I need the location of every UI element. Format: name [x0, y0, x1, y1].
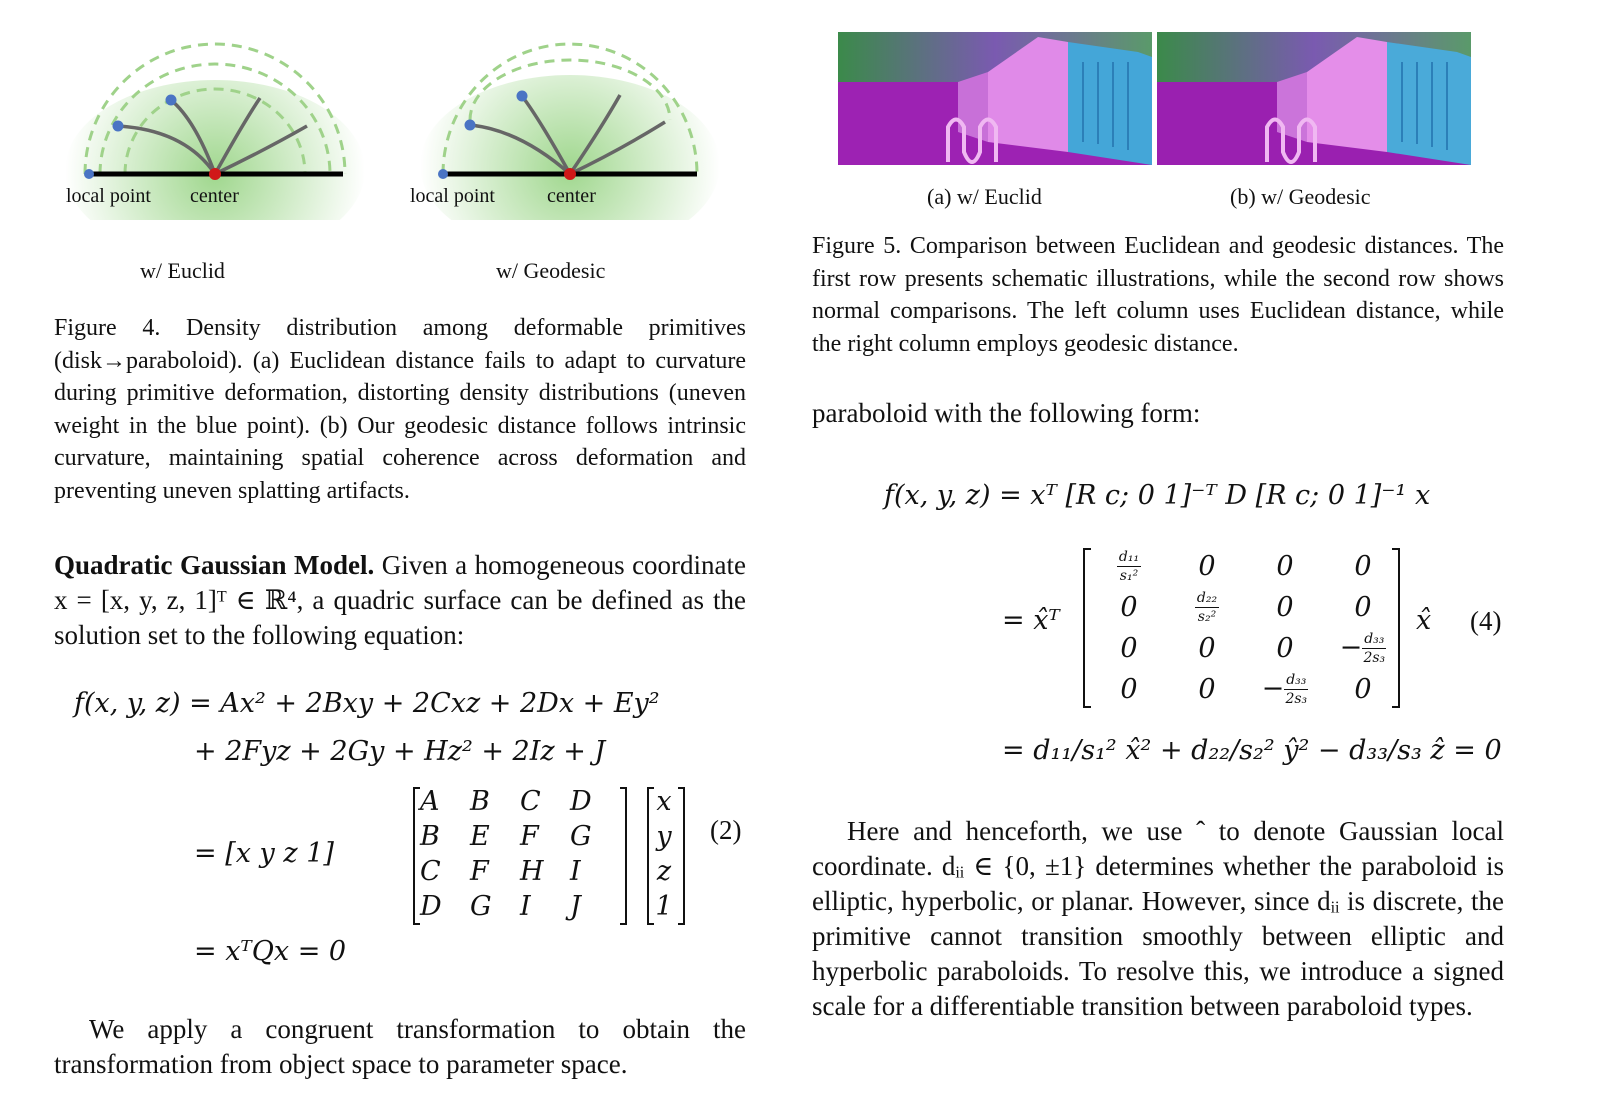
eq2-line1: f(x, y, z) = Ax² + 2Bxy + 2Cxz + 2Dx + Ey² [74, 688, 660, 719]
eq4-line3: = d₁₁/s₁² x̂² + d₂₂/s₂² ŷ² − d₃₃/s₃ ẑ = 0 [1002, 735, 1502, 766]
matrix-d-cell: 0 [1120, 592, 1138, 623]
matrix-d-cell: − $\frac{\text{d₃₃}}{\text{2s₃}}$ [1339, 631, 1386, 666]
fig5-label-a: (a) w/ Euclid [927, 184, 1042, 209]
matrix-q-cell: C [520, 786, 541, 817]
fig4-euclid-center-label: center [190, 185, 239, 207]
matrix-q [420, 784, 620, 924]
fig4-geodesic-center-label: center [547, 185, 596, 207]
right-lead: paraboloid with the following form: [812, 398, 1201, 428]
matrix-q-cell: I [520, 891, 531, 922]
matrix-q-cell: I [570, 856, 581, 887]
matrix-d-cell: 0 [1198, 551, 1216, 582]
matrix-q-cell: D [570, 786, 592, 817]
matrix-q-cell: F [520, 821, 539, 852]
fig5-caption: Figure 5. Comparison between Euclidean and geodesic distances. The first row presents schematic illustrations, while the second row shows normal comparisons. The left column uses Euclidean distance, while the right column employs geodesic distance. [812, 233, 1504, 357]
matrix-q-cell: A [420, 786, 440, 817]
vector-x-cell: x [656, 786, 672, 817]
matrix-d-cell: 0 [1276, 633, 1294, 664]
model-heading: Quadratic Gaussian Model. [54, 550, 375, 580]
eq4-line2-lhs: = x̂ᵀ [1002, 605, 1060, 636]
fig4-geodesic-local-label: local point [410, 185, 495, 207]
matrix-q-cell: B [470, 786, 490, 817]
blue-point-marker [465, 120, 476, 131]
matrix-q-cell: F [470, 856, 489, 887]
fig4-caption: Figure 4. Density distribution among deformable primitives (disk→paraboloid). (a) Euclidean distance fails to adapt to curvature during primitive deformation, distorting density distributions (uneven weight in the blue point). (b) Our geodesic distance follows intrinsic curvature, maintaining spatial coherence across deformation and preventing uneven splatting artifacts. [54, 315, 746, 504]
matrix-d-cell: $\frac{\text{d₂₂}}{\text{s₂²}}$ [1196, 590, 1218, 625]
vector-x-cell: y [656, 821, 672, 852]
fig5-geodesic-normal-map [1157, 32, 1471, 165]
matrix-q-cell: D [420, 891, 442, 922]
eq2-line3-lhs: = [x y z 1] [194, 838, 334, 869]
matrix-d-cell: 0 [1120, 633, 1138, 664]
blue-point-marker [113, 121, 124, 132]
transform-paragraph: We apply a congruent transformation to obtain the transformation from object space to parameter space. [54, 1014, 746, 1079]
center-marker [564, 168, 576, 180]
vector-x-cell: z [656, 856, 672, 887]
eq4-number: (4) [1470, 606, 1502, 636]
matrix-q-cell: B [420, 821, 440, 852]
blue-point-marker [166, 95, 177, 106]
matrix-q-cell: G [470, 891, 492, 922]
matrix-q-cell: H [520, 856, 544, 887]
matrix-q-cell: E [470, 821, 490, 852]
fig4-euclid-title: w/ Euclid [140, 258, 225, 283]
blue-point-marker [517, 91, 528, 102]
matrix-d-cell: 0 [1354, 551, 1372, 582]
model-intro: Given a homogeneous coordinate x = [x, y, z, 1]ᵀ ∈ ℝ⁴, a quadric surface can be defined as the solution set to the following equation: [54, 550, 747, 650]
matrix-q-cell: J [570, 891, 581, 922]
vector-x-cell: 1 [655, 891, 673, 922]
matrix-d-cell: 0 [1354, 674, 1372, 705]
eq4-line1: f(x, y, z) = xᵀ [R c; 0 1]⁻ᵀ D [R c; 0 1]⁻¹ x [884, 480, 1431, 511]
vector-x [652, 784, 676, 924]
eq2-number: (2) [710, 815, 742, 845]
eq2-line2: + 2Fyz + 2Gy + Hz² + 2Iz + J [194, 736, 606, 767]
fig4-geodesic-title: w/ Geodesic [496, 258, 606, 283]
model-paragraph [54, 548, 746, 653]
matrix-q-cell: G [570, 821, 592, 852]
matrix-d-cell: $\frac{\text{d₁₁}}{\text{s₁²}}$ [1118, 549, 1140, 584]
matrix-d-cell: 0 [1354, 592, 1372, 623]
eq2-line4: = xᵀQx = 0 [194, 936, 347, 967]
right-paragraph: Here and henceforth, we use ˆ to denote Gaussian local coordinate. dᵢᵢ ∈ {0, ±1} determines whether the paraboloid is elliptic, hyperbolic, or planar. However, since dᵢᵢ is discrete, the primitive cannot transition smoothly between elliptic and hyperbolic paraboloids. To resolve this, we introduce a signed scale for a differentiable transition between paraboloid types. [812, 816, 1504, 1021]
fig4-euclid-local-label: local point [66, 185, 151, 207]
fig5-label-b: (b) w/ Geodesic [1230, 184, 1371, 209]
matrix-d-cell: 0 [1120, 674, 1138, 705]
matrix-d-cell: 0 [1276, 592, 1294, 623]
fig5-euclid-normal-map [838, 32, 1152, 165]
local-point-marker [84, 169, 94, 179]
matrix-d-cell: 0 [1198, 674, 1216, 705]
matrix-q-cell: C [420, 856, 441, 887]
matrix-d-cell: − $\frac{\text{d₃₃}}{\text{2s₃}}$ [1261, 672, 1308, 707]
matrix-d [1090, 546, 1400, 710]
eq4-line2-rhs: x̂ [1416, 605, 1432, 636]
matrix-d-cell: 0 [1276, 551, 1294, 582]
local-point-marker [438, 169, 448, 179]
center-marker [209, 168, 221, 180]
matrix-d-cell: 0 [1198, 633, 1216, 664]
